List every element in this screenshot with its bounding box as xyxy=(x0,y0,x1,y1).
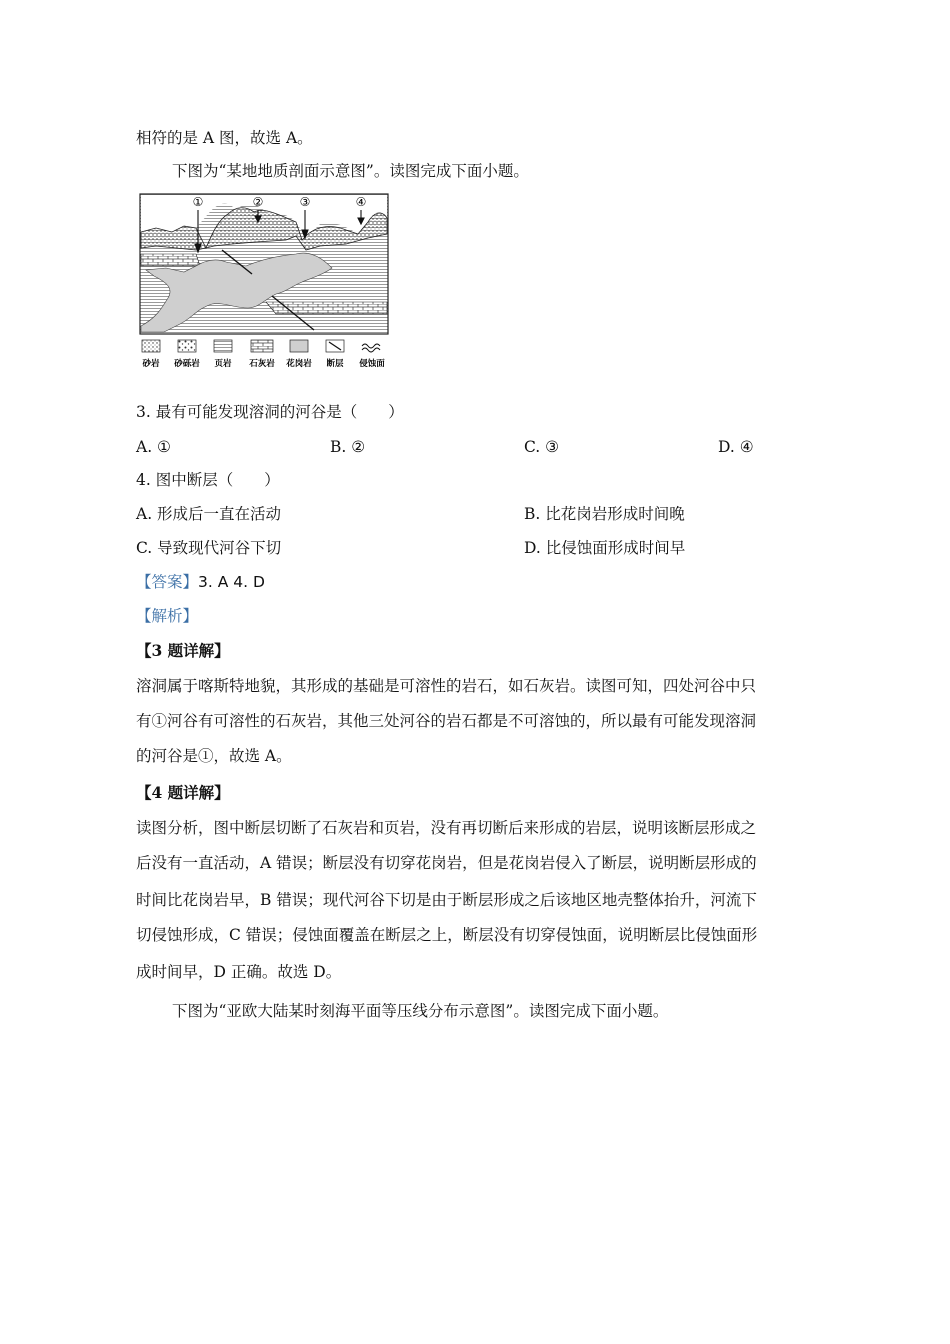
marker-1: ① xyxy=(192,195,204,209)
marker-2: ② xyxy=(252,195,264,209)
question-4-option-a: A. 形成后一直在活动 xyxy=(136,505,282,523)
geology-cross-section-figure xyxy=(136,190,394,372)
question-4-stem: 4. 图中断层（ ） xyxy=(136,471,280,489)
legend-conglomerate: 砂砾岩 xyxy=(174,359,200,369)
detail-4-title: 【4 题详解】 xyxy=(136,783,230,802)
answer-label: 【答案】 xyxy=(136,573,199,591)
detail-4-line-1: 读图分析，图中断层切断了石灰岩和页岩，没有再切断后来形成的岩层，说明该断层形成之 xyxy=(136,819,757,837)
marker-4: ④ xyxy=(355,195,367,209)
detail-3-title: 【3 题详解】 xyxy=(136,641,230,660)
marker-3: ③ xyxy=(299,195,311,209)
detail-4-line-5: 成时间早，D 正确。故选 D。 xyxy=(136,963,342,981)
question-4-option-d: D. 比侵蚀面形成时间早 xyxy=(524,539,686,557)
detail-3-line-2: 有①河谷有可溶性的石灰岩，其他三处河谷的岩石都是不可溶蚀的，所以最有可能发现溶洞 xyxy=(136,712,757,730)
answer-line xyxy=(136,572,265,592)
question-3-option-c: C. ③ xyxy=(524,438,560,456)
continuation-text: 相符的是 A 图，故选 A。 xyxy=(136,129,313,147)
question-4-option-b: B. 比花岗岩形成时间晚 xyxy=(524,505,685,523)
question-3-option-b: B. ② xyxy=(330,438,366,456)
figure-legend xyxy=(142,340,385,369)
legend-fault: 断层 xyxy=(326,359,344,369)
legend-limestone: 石灰岩 xyxy=(249,359,275,369)
analysis-label: 【解析】 xyxy=(136,607,199,625)
detail-4-line-2: 后没有一直活动，A 错误；断层没有切穿花岗岩，但是花岗岩侵入了断层，说明断层形成的 xyxy=(136,854,757,872)
answer-text: 3. A 4. D xyxy=(198,573,265,591)
legend-sandstone: 砂岩 xyxy=(142,359,160,369)
question-3-stem: 3. 最有可能发现溶洞的河谷是（ ） xyxy=(136,403,404,421)
detail-4-line-3: 时间比花岗岩早，B 错误；现代河谷下切是由于断层形成之后该地区地壳整体抬升，河流下 xyxy=(136,891,757,909)
intro-geology-figure: 下图为“某地地质剖面示意图”。读图完成下面小题。 xyxy=(172,162,529,180)
detail-3-line-3: 的河谷是①，故选 A。 xyxy=(136,747,292,765)
question-3-option-d: D. ④ xyxy=(718,438,754,456)
question-4-option-c: C. 导致现代河谷下切 xyxy=(136,539,282,557)
detail-3-line-1: 溶洞属于喀斯特地貌，其形成的基础是可溶性的岩石，如石灰岩。读图可知，四处河谷中只 xyxy=(136,677,757,695)
intro-pressure-map-figure: 下图为“亚欧大陆某时刻海平面等压线分布示意图”。读图完成下面小题。 xyxy=(172,1002,669,1020)
legend-granite: 花岗岩 xyxy=(286,359,312,369)
legend-shale: 页岩 xyxy=(214,359,232,369)
legend-erosion-surface: 侵蚀面 xyxy=(359,359,385,369)
detail-4-line-4: 切侵蚀形成，C 错误；侵蚀面覆盖在断层之上，断层没有切穿侵蚀面，说明断层比侵蚀面形 xyxy=(136,926,758,944)
question-3-option-a: A. ① xyxy=(136,438,171,456)
